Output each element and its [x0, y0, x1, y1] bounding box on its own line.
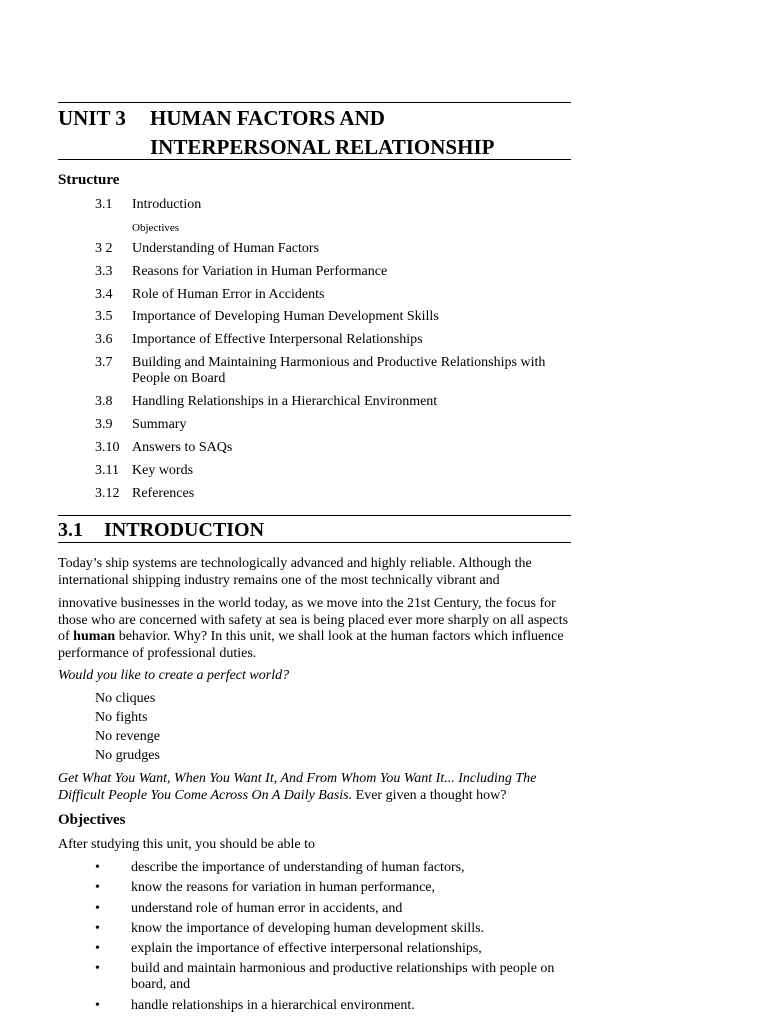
bullet-icon: •	[95, 941, 100, 956]
bullet-icon: •	[95, 998, 100, 1013]
unit-title-line-1: HUMAN FACTORS AND	[150, 106, 385, 130]
intro-paragraph-2-end: behavior. Why? In this unit, we shall look at the human factors which influence performance of professional duties.	[58, 629, 564, 661]
toc-item-number: 3.12	[95, 486, 120, 501]
toc-item-number: 3.9	[95, 417, 113, 432]
section-bottom-rule	[58, 542, 571, 543]
toc-item-label: Understanding of Human Factors	[132, 241, 320, 256]
list-item: No cliques	[95, 691, 156, 706]
objective-text: know the reasons for variation in human performance,	[131, 880, 436, 895]
objectives-heading: Objectives	[58, 812, 126, 828]
bullet-icon: •	[95, 880, 100, 895]
bullet-icon: •	[95, 860, 100, 875]
unit-title-line-2: INTERPERSONAL RELATIONSHIP	[150, 135, 495, 159]
intro-paragraph-2-start: innovative businesses in the world today, as we move into the 21st Century, the focus for those who are concerned with safety at sea is being placed ever more sharply on all aspects of	[58, 596, 569, 644]
toc-item-label: Role of Human Error in Accidents	[132, 287, 325, 302]
toc-item-label: Importance of Developing Human Development Skills	[132, 309, 439, 324]
document-page	[58, 0, 571, 1024]
toc-item-label: Answers to SAQs	[132, 440, 233, 455]
objective-text: know the importance of developing human development skills.	[131, 921, 485, 936]
toc-item-number: 3.1	[95, 197, 113, 212]
toc-item-number: 3.8	[95, 394, 113, 409]
objectives-lead: After studying this unit, you should be able to	[58, 837, 316, 852]
objective-text: build and maintain harmonious and productive relationships with people on board, and	[131, 961, 555, 992]
unit-number: UNIT 3	[58, 106, 126, 130]
intro-paragraph-2	[58, 596, 571, 662]
toc-item-number: 3 2	[95, 241, 113, 256]
list-item: No grudges	[95, 748, 160, 763]
objective-text: describe the importance of understanding of human factors,	[131, 860, 465, 875]
toc-item-label: Importance of Effective Interpersonal Relationships	[132, 332, 423, 347]
unit-title	[150, 104, 570, 162]
toc-item-number: 3.10	[95, 440, 120, 455]
perfect-world-list	[95, 689, 160, 765]
toc-item-number: 3.4	[95, 287, 113, 302]
emphasis-human: human	[73, 629, 116, 644]
objective-text: explain the importance of effective interpersonal relationships,	[131, 941, 482, 956]
objective-text: understand role of human error in accidents, and	[131, 901, 403, 916]
list-item: No fights	[95, 710, 148, 725]
toc-item-number: 3.5	[95, 309, 113, 324]
toc-item-number: 3.3	[95, 264, 113, 279]
bullet-icon: •	[95, 961, 100, 976]
toc-item-number: 3.7	[95, 355, 113, 370]
toc-item-label: References	[132, 486, 195, 501]
toc-item-label: Summary	[132, 417, 187, 432]
section-number: 3.1	[58, 519, 83, 541]
structure-heading: Structure	[58, 172, 120, 188]
list-item: No revenge	[95, 729, 160, 744]
section-top-rule	[58, 515, 571, 516]
toc-item-number: 3.11	[95, 463, 119, 478]
toc-item-label: Building and Maintaining Harmonious and Productive Relationships with People on Board	[132, 355, 546, 386]
toc-item-label: Reasons for Variation in Human Performance	[132, 264, 388, 279]
intro-paragraph-1: Today’s ship systems are technologically advanced and highly reliable. Although the international shipping industry remains one of the most technically vibrant and	[58, 556, 532, 588]
intro-quote	[58, 771, 571, 804]
objective-text: handle relationships in a hierarchical environment.	[131, 998, 415, 1013]
bullet-icon: •	[95, 901, 100, 916]
section-title: INTRODUCTION	[104, 519, 265, 541]
bullet-icon: •	[95, 921, 100, 936]
heading-bottom-rule	[58, 159, 571, 160]
toc-subitem: Objectives	[132, 222, 180, 234]
intro-question: Would you like to create a perfect world?	[58, 668, 290, 683]
toc-item-label: Key words	[132, 463, 194, 478]
intro-quote-tail: Ever given a thought how?	[352, 787, 507, 803]
toc-item-label: Introduction	[132, 197, 202, 212]
toc-item-number: 3.6	[95, 332, 113, 347]
top-rule	[58, 102, 571, 103]
intro-quote-italic: Get What You Want, When You Want It, And From Whom You Want It... Including The Difficult People You Come Across On A Daily Basis.	[58, 771, 537, 803]
toc-item-label: Handling Relationships in a Hierarchical Environment	[132, 394, 438, 409]
